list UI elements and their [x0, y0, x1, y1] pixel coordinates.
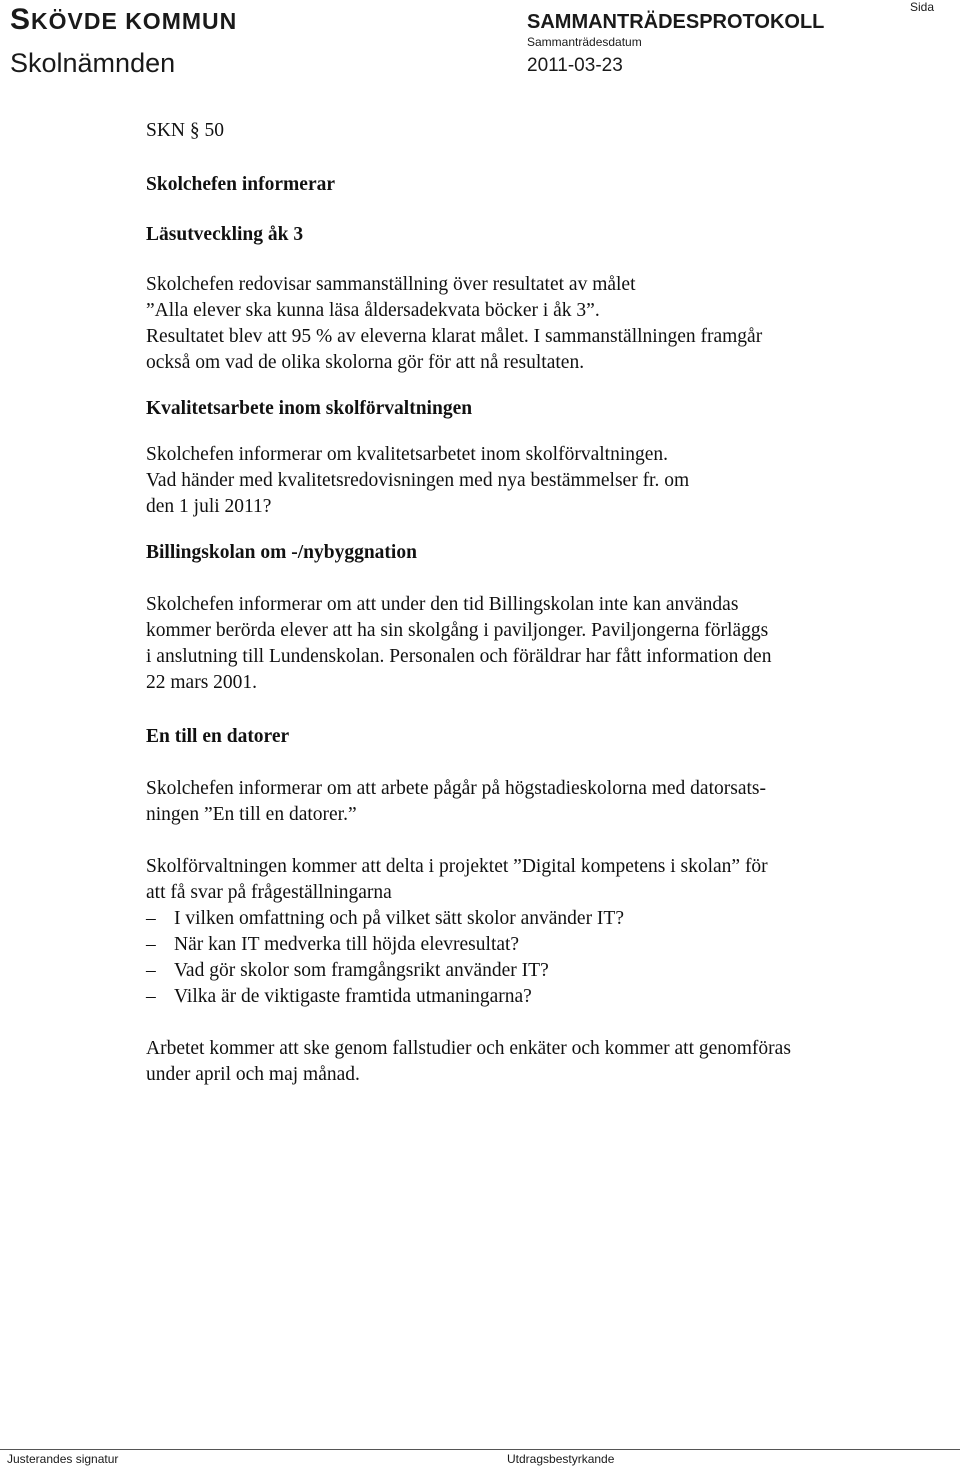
list-item: – Vad gör skolor som framgångsrikt använder IT? [146, 958, 886, 984]
list-item: – Vilka är de viktigaste framtida utmaningarna? [146, 984, 886, 1010]
dash-marker: – [146, 908, 156, 929]
page-label: Sida [910, 0, 935, 14]
topic-paragraph-reading: Skolchefen redovisar sammanställning över resultatet av målet ”Alla elever ska kunna läsa åldersadekvata böcker i åk 3”. Resultatet blev att 95 % av eleverna klarat målet. I sammanställningen framgår också om vad de olika skolorna gör för att nå resultaten. [146, 274, 763, 373]
topic-closing-computers: Arbetet kommer att ske genom fallstudier och enkäter och kommer att genomföras under april och maj månad. [146, 1038, 791, 1085]
section-id: SKN § 50 [146, 120, 225, 141]
dash-marker: – [146, 934, 156, 955]
dash-marker: – [146, 960, 156, 981]
list-item: – I vilken omfattning och på vilket sätt skolor använder IT? [146, 906, 886, 932]
topic-paragraph-computers-2: Skolförvaltningen kommer att delta i projektet ”Digital kompetens i skolan” för att få svar på frågeställningarna [146, 856, 768, 903]
extract-label: Utdragsbestyrkande [507, 1452, 615, 1466]
topic-paragraph-computers-1: Skolchefen informerar om att arbete pågår på högstadieskolorna med datorsats- ningen ”En till en datorer.” [146, 778, 766, 825]
question-list [146, 906, 886, 1010]
dash-marker: – [146, 986, 156, 1007]
committee-name: Skolnämnden [10, 48, 176, 78]
topic-paragraph-quality: Skolchefen informerar om kvalitetsarbetet inom skolförvaltningen. Vad händer med kvalitetsredovisningen med nya bestämmelser fr. om den 1 juli 2011? [146, 444, 690, 517]
section-title: Skolchefen informerar [146, 174, 336, 195]
topic-heading-billingskolan: Billingskolan om -/nybyggnation [146, 542, 417, 563]
signature-label: Justerandes signatur [7, 1452, 119, 1466]
meeting-date: 2011-03-23 [527, 55, 623, 76]
organization-logo: SKÖVDE KOMMUN [10, 3, 238, 36]
footer-divider [0, 1449, 960, 1450]
topic-heading-computers: En till en datorer [146, 726, 290, 747]
topic-heading-reading: Läsutveckling åk 3 [146, 224, 304, 245]
protocol-title: SAMMANTRÄDESPROTOKOLL [527, 11, 825, 33]
topic-heading-quality: Kvalitetsarbete inom skolförvaltningen [146, 398, 473, 419]
list-item: – När kan IT medverka till höjda elevresultat? [146, 932, 886, 958]
protocol-body [146, 118, 886, 1088]
topic-paragraph-billingskolan: Skolchefen informerar om att under den tid Billingskolan inte kan användas kommer berörda elever att ha sin skolgång i paviljonger. Paviljongerna förläggs i anslutning till Lundenskolan. Personalen och föräldrar har fått information den 22 mars 2001. [146, 594, 772, 693]
date-label: Sammanträdesdatum [527, 35, 642, 49]
